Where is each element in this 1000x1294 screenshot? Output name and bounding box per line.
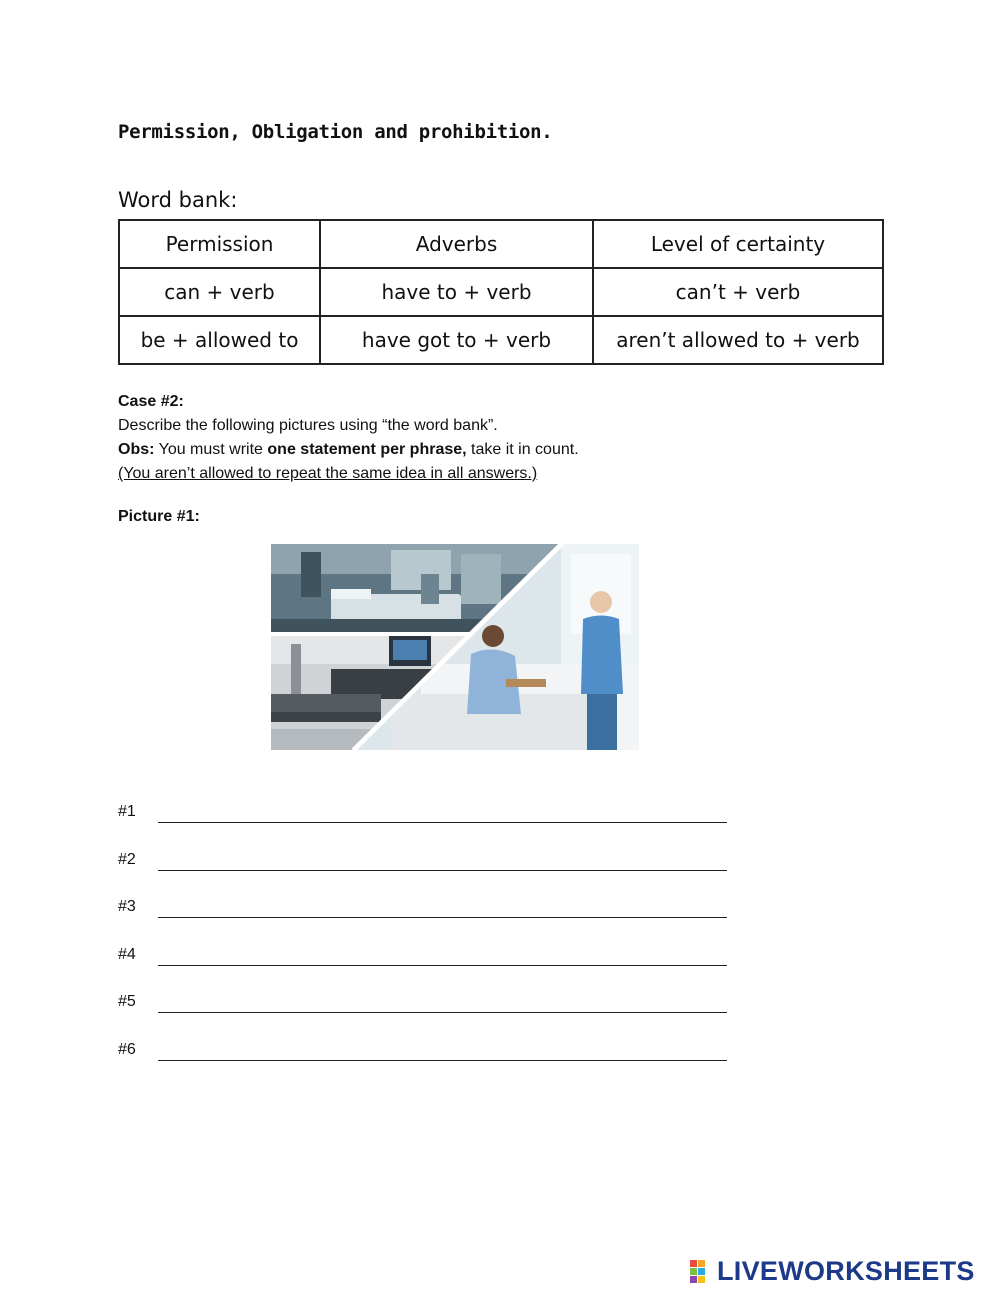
obs-text-end: take it in count.	[466, 441, 579, 458]
answer-number: #4	[118, 945, 136, 963]
case-instruction: Describe the following pictures using “the word bank”.	[118, 417, 498, 434]
case-note: (You aren’t allowed to repeat the same idea in all answers.)	[118, 465, 538, 482]
answer-line[interactable]	[158, 870, 727, 871]
brand-name: LIVEWORKSHEETS	[717, 1256, 975, 1286]
answer-line[interactable]	[158, 965, 727, 966]
answer-number: #5	[118, 993, 136, 1011]
answer-line[interactable]	[158, 917, 727, 918]
answer-line[interactable]	[158, 822, 727, 823]
obs-bold-text: one statement per phrase,	[267, 441, 467, 458]
word-bank-table	[118, 219, 884, 365]
table-cell: Level of certainty	[593, 220, 883, 268]
table-cell: can + verb	[119, 268, 320, 316]
hospital-picture	[271, 544, 639, 750]
answer-number: #6	[118, 1040, 136, 1058]
case-heading: Case #2:	[118, 393, 184, 410]
table-row	[119, 268, 883, 316]
table-cell: have got to + verb	[320, 316, 593, 364]
answer-number: #2	[118, 850, 136, 868]
blocks-icon	[690, 1260, 714, 1284]
answer-line[interactable]	[158, 1060, 727, 1061]
case-instructions	[118, 390, 579, 486]
table-cell: be + allowed to	[119, 316, 320, 364]
worksheet-title: Permission, Obligation and prohibition.	[118, 121, 553, 143]
answer-line[interactable]	[158, 1012, 727, 1013]
liveworksheets-logo	[690, 1256, 975, 1287]
table-cell: aren’t allowed to + verb	[593, 316, 883, 364]
word-bank-label: Word bank:	[118, 188, 238, 212]
table-row	[119, 220, 883, 268]
table-cell: have to + verb	[320, 268, 593, 316]
obs-label: Obs:	[118, 441, 155, 458]
answer-number: #3	[118, 898, 136, 916]
table-cell: can’t + verb	[593, 268, 883, 316]
table-cell: Adverbs	[320, 220, 593, 268]
obs-text: You must write	[154, 441, 268, 458]
table-row	[119, 316, 883, 364]
table-cell: Permission	[119, 220, 320, 268]
picture-label: Picture #1:	[118, 508, 200, 525]
case-obs	[118, 438, 579, 462]
answer-number: #1	[118, 803, 136, 820]
